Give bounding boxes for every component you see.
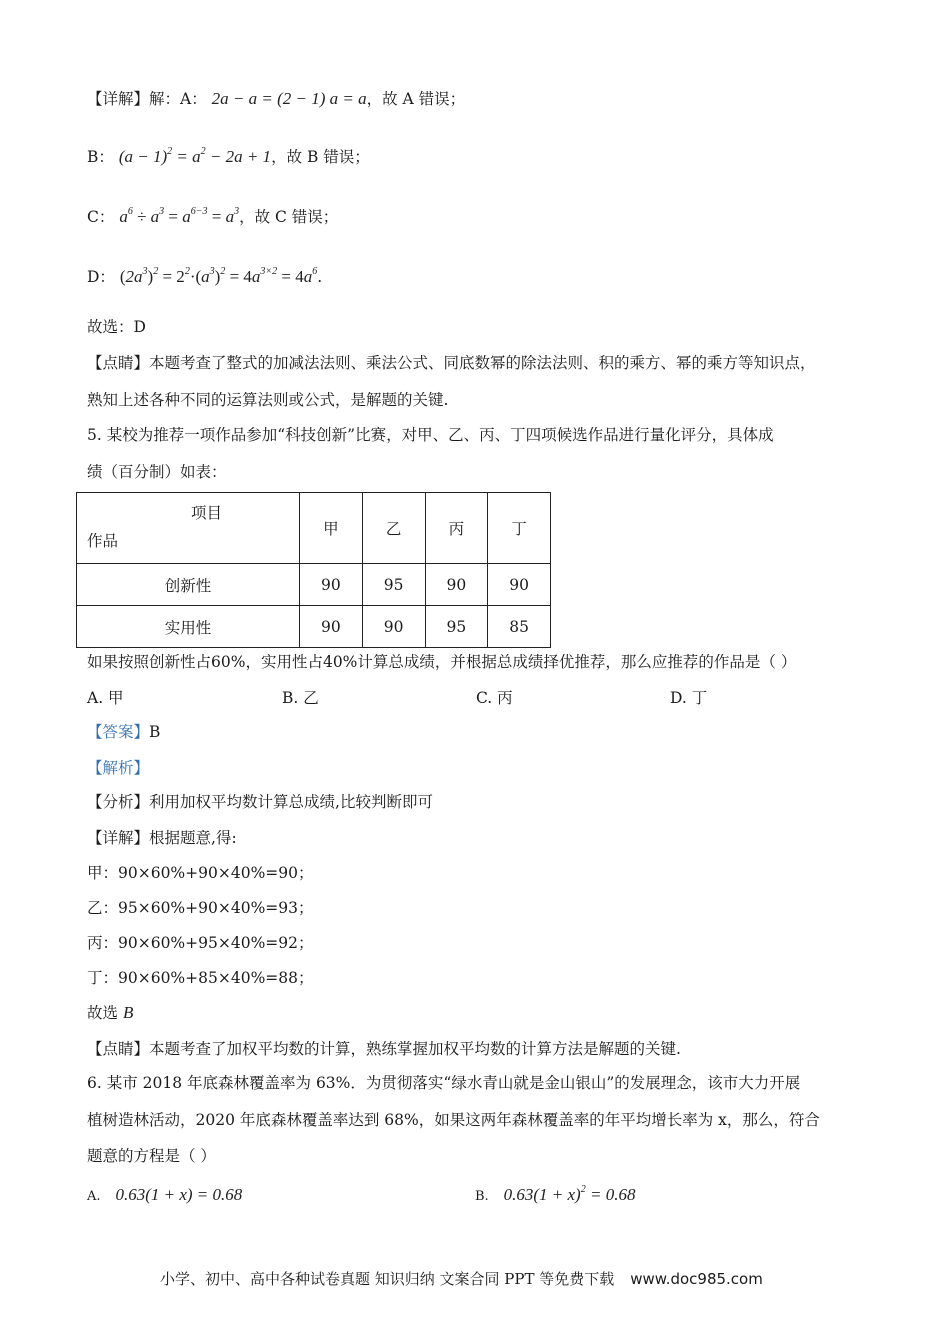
q5-stem-line1: 5. 某校为推荐一项作品参加“科技创新”比赛，对甲、乙、丙、丁四项候选作品进行量化评分，具体成	[87, 426, 774, 444]
option-b: B. 乙	[282, 689, 319, 707]
detail-label: 【详解】	[87, 829, 150, 847]
column-header: 丙	[425, 493, 488, 564]
row-label: 实用性	[77, 606, 300, 648]
option-d: D. 丁	[670, 689, 708, 707]
q6-stem-line2: 植树造林活动，2020 年底森林覆盖率达到 68%，如果这两年森林覆盖率的年平均增长率为 x，那么，符合	[87, 1111, 820, 1129]
math-c: $a^6 \div a^3 = a^{6-3} = a^3$	[119, 206, 240, 226]
q5-fenxi: 【分析】利用加权平均数计算总成绩,比较判断即可	[87, 793, 433, 811]
table-cell: 95	[362, 564, 425, 606]
table-cell: 90	[300, 564, 363, 606]
table-cell: 90	[425, 564, 488, 606]
q4-detail-d: D： $(2a^3)^2 = 2^2\cdot(a^3)^2 = 4a^{3\times 2} = 4a^6$.	[87, 266, 323, 286]
footer-url[interactable]: www.doc985.com	[630, 1270, 763, 1288]
q5-choice: 故选 B	[87, 1003, 134, 1022]
q4-comment-line2: 熟知上述各种不同的运算法则或公式，是解题的关键.	[87, 391, 449, 409]
math-d: $(2a^3)^2 = 2^2\cdot(a^3)^2 = 4a^{3\times 2} = 4a^6$	[119, 266, 318, 286]
q4-detail-c: C： $a^6 \div a^3 = a^{6-3} = a^3$，故 C 错误；	[87, 206, 339, 226]
math-b: $(a - 1)^2 = a^2 - 2a + 1$	[118, 146, 272, 166]
table-cell: 90	[488, 564, 551, 606]
table-header-row	[77, 493, 551, 564]
footer-text: 小学、初中、高中各种试卷真题 知识归纳 文案合同 PPT 等免费下载	[160, 1270, 615, 1288]
q4-detail-b: B： $(a - 1)^2 = a^2 - 2a + 1$，故 B 错误；	[87, 146, 370, 166]
row-label: 创新性	[77, 564, 300, 606]
table-row	[77, 606, 551, 648]
q6-option-b: B. $0.63(1 + x)^2 = 0.68$	[475, 1184, 636, 1204]
calc-line: 乙：95×60%+90×40%=93；	[87, 899, 314, 917]
answer-label: 【答案】	[87, 723, 150, 741]
page-footer	[160, 1268, 763, 1289]
header-work-label: 作品	[87, 532, 119, 550]
q6-option-a: A. 0.63(1 + x) = 0.68	[87, 1185, 243, 1204]
table-row	[77, 564, 551, 606]
calc-line: 甲：90×60%+90×40%=90；	[87, 864, 314, 882]
q4-choice: 故选：D	[87, 318, 146, 336]
table-cell: 90	[300, 606, 363, 648]
table-cell: 90	[362, 606, 425, 648]
q4-comment-line1: 【点睛】本题考查了整式的加减法法则、乘法公式、同底数幂的除法法则、积的乘方、幂的乘方等知识点，	[87, 354, 816, 372]
answer-value: B	[149, 723, 161, 741]
q6-stem-line3: 题意的方程是（ ）	[87, 1147, 216, 1165]
table-cell: 95	[425, 606, 488, 648]
score-table	[76, 492, 551, 648]
table-corner-cell	[77, 493, 300, 564]
q6-stem-line1: 6. 某市 2018 年底森林覆盖率为 63%．为贯彻落实“绿水青山就是金山银山”的发展理念，该市大力开展	[87, 1074, 801, 1092]
table-cell: 85	[488, 606, 551, 648]
comment-label: 【点睛】	[87, 1040, 150, 1058]
q5-answer	[87, 721, 160, 743]
q5-stem-line2: 绩（百分制）如表：	[87, 463, 227, 481]
column-header: 甲	[300, 493, 363, 564]
comment-label: 【点睛】	[87, 354, 150, 372]
calc-line: 丙：90×60%+95×40%=92；	[87, 934, 314, 952]
math-a: 2a − a = (2 − 1) a = a	[211, 89, 367, 108]
header-item-label: 项目	[191, 504, 223, 522]
column-header: 乙	[362, 493, 425, 564]
q4-detail-a: 【详解】解：A： 2a − a = (2 − 1) a = a，故 A 错误；	[87, 89, 466, 108]
q5-comment: 【点睛】本题考查了加权平均数的计算，熟练掌握加权平均数的计算方法是解题的关键.	[87, 1040, 681, 1058]
option-c: C. 丙	[476, 689, 513, 707]
q5-detail: 【详解】根据题意,得:	[87, 829, 237, 847]
column-header: 丁	[488, 493, 551, 564]
option-a: A. 甲	[87, 689, 124, 707]
fenxi-label: 【分析】	[87, 793, 150, 811]
q5-question: 如果按照创新性占60%，实用性占40%计算总成绩，并根据总成绩择优推荐，那么应推荐的作品是（ ）	[87, 653, 797, 671]
q5-analysis-label: 【解析】	[87, 759, 150, 777]
detail-label: 【详解】	[87, 90, 150, 108]
calc-line: 丁：90×60%+85×40%=88；	[87, 969, 314, 987]
